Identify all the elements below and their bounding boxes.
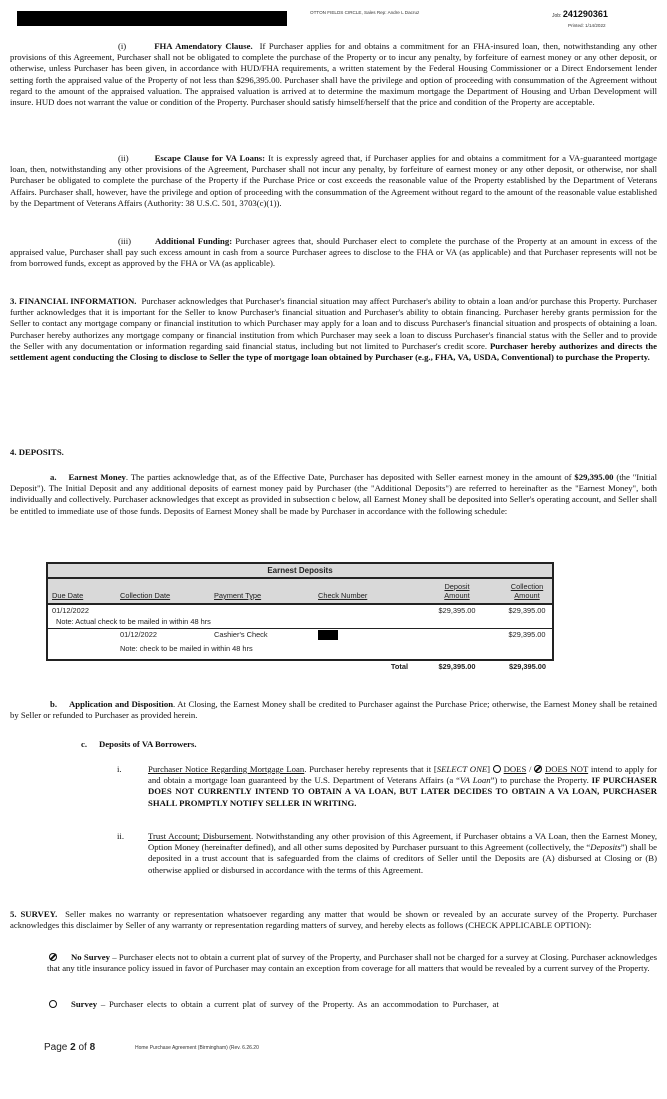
slash: / (526, 764, 535, 774)
item-title: Deposits of VA Borrowers. (99, 739, 197, 749)
table-row (47, 604, 553, 616)
section-body: Purchaser acknowledges that Purchaser's financial situation may affect Purchaser's ability to obtain a loan and/or purchase this Property. Purchaser further acknowledges that it is important for the Seller to know Purchaser's financial situation and Purchaser's ability to obtain financing. Purchaser hereby grants permission for the Seller to contact any mortgage company or financial institution to which Purchaser may apply for a loan and to discuss Purchaser's financial situation and prospects of obtaining a loan. Purchaser hereby authorizes any mortgage company or financial institution from which Purchaser may seek a loan to discuss Purchaser's financial status with the Seller and to provide the Seller with any documentation or information regarding said financial status, including but not limited to Purchaser's credit score. (10, 296, 658, 351)
mortgage-loan-notice (148, 764, 657, 809)
does-not-radio-selected[interactable] (534, 765, 542, 773)
table-title: Earnest Deposits (47, 563, 553, 578)
address: OTTON FIELDS CIRCLE, (310, 10, 363, 15)
earnest-deposits-table (46, 562, 554, 672)
deposits-term: Deposits (590, 842, 621, 853)
item-body: . Purchaser hereby represents that it [ (304, 764, 437, 774)
total-collection: $29,395.00 (509, 662, 546, 671)
clause-number: (iii) (118, 236, 132, 246)
table-row-note (47, 643, 553, 660)
survey-section (10, 909, 657, 931)
col-header: Collection Amount (502, 578, 553, 604)
table-row (47, 629, 553, 644)
payment-type: Cashier's Check (214, 630, 268, 639)
table-row-note (47, 616, 553, 629)
due-date: 01/12/2022 (52, 606, 89, 615)
job-number: 241290361 (562, 9, 608, 19)
survey-option (47, 999, 657, 1010)
deposit-amount: $29,395.00 (574, 472, 614, 482)
section-body: Seller makes no warranty or representation whatsoever regarding any matter that would be shown or revealed by an accurate survey of the Property. Purchaser acknowledges this disclaimer by Seller of any warranty or representation regarding matters of survey, and hereby elects as follows (CHECK APPLICABLE OPTION): (10, 909, 658, 931)
option-title: Survey (71, 999, 98, 1009)
item-bold: IF PURCHASER DOES NOT CURRENTLY INTEND TO OBTAIN A VA LOAN, BUT LATER DECIDES TO OBTAIN A VA LOAN, PURCHASER SHALL PROMPTLY NOTIFY SELLER IN WRITING. (148, 775, 657, 808)
page-number (44, 1042, 95, 1053)
job-label: Job: (552, 13, 562, 19)
fha-clause (10, 41, 657, 108)
clause-number: (ii) (118, 153, 129, 163)
collection-date: 01/12/2022 (120, 630, 157, 639)
item-title: Earnest Money (68, 472, 126, 482)
does-label: DOES (503, 764, 527, 774)
table-header-row (47, 578, 553, 604)
option-body: – Purchaser elects to obtain a current plat of survey of the Property. As an accommodation to Purchaser, at (97, 999, 499, 1009)
application-disposition-paragraph (10, 699, 657, 721)
sales-rep: Andre L Dacruz (387, 10, 420, 15)
item-title: Application and Disposition (69, 699, 174, 709)
collection-amount: $29,395.00 (508, 630, 546, 639)
item-number: c. (81, 739, 88, 749)
section-bold-tail: Purchaser hereby authorizes and directs the settlement agent conducting the Closing to disclose to Seller the type of mortgage loan obtained by Purchaser (e.g., FHA, VA, USDA, Conventional) to purchase the Property. (10, 340, 657, 363)
item-title: Trust Account; Disbursement (148, 831, 251, 841)
clause-body: Purchaser agrees that, should Purchaser elect to complete the purchase of the Property at an amount in excess of the appraised value, Purchaser shall pay such excess amount in cash from a source Purchaser agrees to disclose to the FHA or VA (as applicable) and that Purchaser represents will not be from borrowed funds, except as approved by the FHA or VA (as applicable). (10, 236, 658, 269)
sales-rep-label: Sales Rep: (364, 10, 387, 15)
item-number: ii. (117, 831, 124, 841)
va-escape-clause (10, 153, 657, 209)
clause-title: FHA Amendatory Clause. (154, 41, 253, 51)
total-deposit: $29,395.00 (438, 662, 476, 671)
earnest-money-paragraph (10, 472, 657, 517)
item-body: . The parties acknowledge that, as of the Effective Date, Purchaser has deposited with Seller earnest money in the amount of (125, 472, 575, 482)
clause-title: Escape Clause for VA Loans: (154, 153, 266, 163)
check-number-redacted (314, 629, 412, 644)
page-total: 8 (89, 1042, 96, 1053)
row-note: Note: Actual check to be mailed in within 48 hrs (56, 617, 211, 626)
deposits-title (10, 447, 657, 458)
select-one: SELECT ONE (436, 764, 488, 774)
section-title: 5. SURVEY. (10, 909, 58, 919)
total-label: Total (390, 662, 408, 671)
item-body: intend to apply for and obtain a mortgage loan guaranteed by the U.S. Department of Veterans Affairs (a “ (148, 764, 658, 786)
printed-label: Printed: (568, 23, 584, 28)
printed-date: 1/14/2022 (585, 23, 606, 28)
option-title: No Survey (71, 952, 110, 962)
collection-amount: $29,395.00 (508, 606, 546, 615)
does-radio[interactable] (493, 765, 501, 773)
item-number: i. (117, 764, 122, 774)
total-row (47, 660, 553, 672)
no-survey-option (47, 952, 657, 974)
item-number: b. (50, 699, 58, 709)
section-title: 3. FINANCIAL INFORMATION. (10, 296, 137, 306)
of-label: of (78, 1042, 87, 1053)
section-title: 4. DEPOSITS. (10, 447, 64, 457)
page-label: Page (44, 1042, 68, 1053)
col-header: Deposit Amount (412, 578, 502, 604)
item-body: ”) shall be deposited in a trust account that is safeguarded from the claims of creditors of Seller until the Deposits are (A) disbursed at Closing or (B) otherwise applied or disbursed in accordance with the terms of this Agreement. (148, 842, 657, 875)
va-borrowers-heading (81, 739, 197, 750)
redacted-name (17, 11, 287, 26)
clause-number: (i) (118, 41, 127, 51)
clause-body: If Purchaser applies for and obtains a commitment for an FHA-insured loan, then, notwithstanding any other provisions of this Agreement, Purchaser shall not be obligated to complete the purchase of the Property or to incur any penalty, by forfeiture of earnest money or any other deposit, or otherwise, unless Purchaser has been given, in accordance with HUD/FHA requirements, a written statement by the Federal Housing Commissioner or a Direct Endorsement lender setting forth the appraised value of the Property of not less than $296,395.00. Purchaser shall have the privilege and option of proceeding with consummation of the Agreement without regard to the amount of the appraised valuation. The appraised valuation is arrived at to determine the maximum mortgage the Department of Housing and Urban Development will insure. HUD does not warrant the value or condition of the Property. Purchaser should satisfy himself/herself that the price and condition of the Property are acceptable. (10, 41, 658, 108)
job-info (552, 9, 608, 19)
trust-account-paragraph (148, 831, 657, 876)
page-current: 2 (70, 1042, 76, 1053)
col-header: Collection Date (116, 578, 210, 604)
row-note: Note: check to be mailed in within 48 hrs (120, 644, 253, 653)
item-title: Purchaser Notice Regarding Mortgage Loan (148, 764, 305, 774)
does-not-label: DOES NOT (544, 764, 589, 774)
col-header: Due Date (47, 578, 116, 604)
additional-funding-clause (10, 236, 657, 270)
va-loan-term: VA Loan (460, 775, 491, 786)
col-header: Payment Type (210, 578, 314, 604)
item-body: ] (487, 764, 493, 774)
col-header: Check Number (314, 578, 412, 604)
item-body: ”) to purchase the Property. (490, 775, 592, 786)
printed-info (568, 23, 606, 28)
clause-body: It is expressly agreed that, if Purchaser applies for and obtains a commitment for a VA-guaranteed mortgage loan, then, notwithstanding any other provisions of the Agreement, Purchaser shall not incur any penalty, by forfeiture of earnest money or any other deposit, or otherwise, nor shall Purchaser be obligated to complete the purchase of the Property if the Purchase Price or cost exceeds the reasonable value of the Property established by the Department of Veterans Affairs. Purchaser shall, however, have the privilege and option of proceeding with the consummation of the Agreement without regard to the amount of the reasonable value established by the Department of Veterans Affairs (Authority: 38 U.S.C. 501, 3703(c)(1)). (10, 153, 657, 208)
item-body: (the "Initial Deposit"). The Initial Deposit and any additional deposits of earnest money paid by Purchaser (the "Additional Deposits") are referred to hereinafter as the "Earnest Money", both individually and collectively. Purchaser acknowledges that except as provided in subsection c below, all Earnest Money shall be deposited into Seller's operating account, and Seller shall be entitled to immediate use of those funds. Deposits of Earnest Money shall be made by Purchaser in accordance with the following schedule: (10, 472, 657, 516)
header-info (310, 10, 419, 15)
option-body: – Purchaser elects not to obtain a current plat of survey of the Property, and Purchaser shall not be charged for a survey at Closing. Purchaser acknowledges that any title insurance policy issued in favor of Purchaser may contain an exception from coverage for all matters that would be revealed by a current survey of the Property. (47, 952, 657, 974)
clause-title: Additional Funding: (155, 236, 233, 246)
financial-information-section (10, 296, 657, 363)
document-title: Home Purchase Agreement (Birmingham) (Rev. 6.26.20 (135, 1045, 259, 1051)
deposit-amount: $29,395.00 (438, 606, 476, 615)
item-number: a. (50, 472, 57, 482)
item-body: . Notwithstanding any other provision of this Agreement, if Purchaser obtains a VA Loan, then the Earnest Money, Option Money (hereinafter defined), and all other sums deposited by Purchaser pursuant to this Agreement (collectively, the “ (148, 831, 657, 853)
item-body: . At Closing, the Earnest Money shall be credited to Purchaser against the Purchase Price; otherwise, the Earnest Money shall be retained by Seller or refunded to Purchaser as provided herein. (10, 699, 657, 721)
